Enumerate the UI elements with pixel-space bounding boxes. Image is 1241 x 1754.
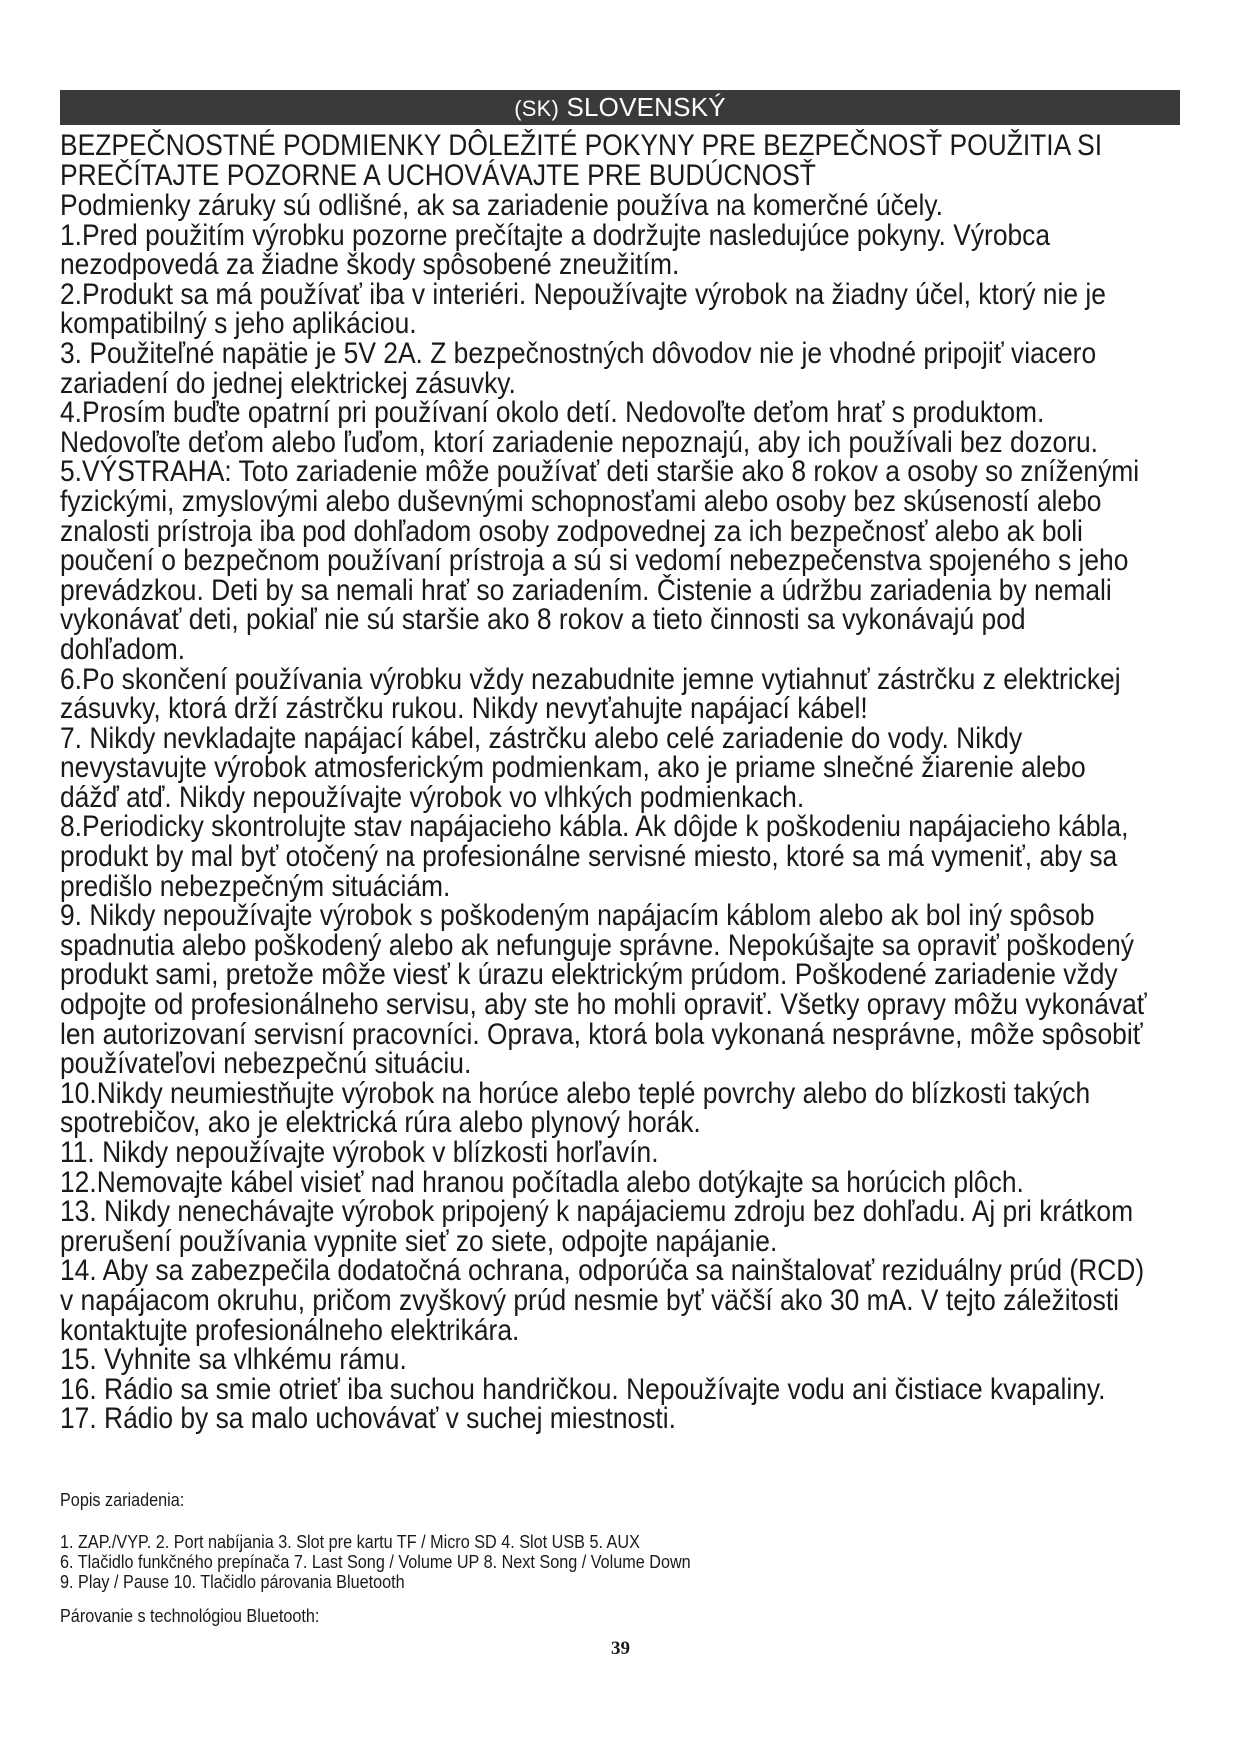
instruction-line: 6.Po skončení používania výrobku vždy nezabudnite jemne vytiahnuť zástrčku z elektrickej <box>60 662 1121 696</box>
instruction-line: 13. Nikdy nenechávajte výrobok pripojený k napájaciemu zdroju bez dohľadu. Aj pri krátkom <box>60 1195 1134 1229</box>
instruction-line: používateľovi nebezpečnú situáciu. <box>60 1047 472 1081</box>
bluetooth-pairing-heading <box>60 1606 1068 1626</box>
instruction-line: dohľadom. <box>60 632 186 666</box>
instruction-paragraph <box>60 812 1178 901</box>
device-description-heading <box>60 1490 1068 1510</box>
instruction-line: len autorizovaní servisní pracovníci. Oprava, ktorá bola vykonaná nesprávne, môže spôsobiť <box>60 1017 1143 1051</box>
instruction-line: 17. Rádio by sa malo uchovávať v suchej miestnosti. <box>60 1402 676 1436</box>
language-name: SLOVENSKÝ <box>566 92 726 122</box>
instruction-paragraph <box>60 218 1178 282</box>
instruction-paragraph <box>60 721 1178 814</box>
instruction-line: 9. Nikdy nepoužívajte výrobok s poškodeným napájacím káblom alebo ak bol iný spôsob <box>60 899 1095 933</box>
instruction-paragraph <box>60 1138 1178 1168</box>
instruction-line: znalosti prístroja iba pod dohľadom osoby zodpovednej za ich bezpečnosť alebo ak boli <box>60 514 1083 548</box>
instruction-paragraph <box>60 457 1178 664</box>
document-page <box>60 90 1180 1434</box>
instruction-paragraph <box>60 1345 1178 1375</box>
parts-list-line: 9. Play / Pause 10. Tlačidlo párovania Bluetooth <box>60 1572 405 1592</box>
device-parts-list <box>60 1532 1068 1592</box>
instruction-paragraph <box>60 336 1178 400</box>
instruction-line: vykonávať deti, pokiaľ nie sú staršie ako 8 rokov a tieto činnosti sa vykonávajú pod <box>60 603 1026 637</box>
instruction-line: 2.Produkt sa má používať iba v interiéri. Nepoužívajte výrobok na žiadny účel, ktorý nie je <box>60 277 1106 311</box>
instruction-paragraph <box>60 191 1178 221</box>
instruction-paragraph <box>60 901 1178 1079</box>
instruction-line: dážď atď. Nikdy nepoužívajte výrobok vo vlhkých podmienkach. <box>60 780 805 814</box>
instruction-line: 4.Prosím buďte opatrní pri používaní okolo detí. Nedovoľte deťom hrať s produktom. <box>60 396 1045 430</box>
instruction-paragraph <box>60 1197 1178 1256</box>
instruction-line: odpojte od profesionálneho servisu, aby ste ho mohli opraviť. Všetky opravy môžu vykonávať <box>60 988 1147 1022</box>
instruction-paragraph <box>60 1404 1178 1434</box>
instruction-line: 10.Nikdy neumiestňujte výrobok na horúce alebo teplé povrchy alebo do blízkosti takých <box>60 1076 1091 1110</box>
safety-title-line: PREČÍTAJTE POZORNE A UCHOVÁVAJTE PRE BUDÚCNOSŤ <box>60 159 816 192</box>
language-code: (SK) <box>514 96 560 121</box>
instruction-line: 1.Pred použitím výrobku pozorne prečítajte a dodržujte nasledujúce pokyny. Výrobca <box>60 218 1051 252</box>
instruction-paragraph <box>60 1256 1178 1345</box>
instruction-line: produkt sami, pretože môže viesť k úrazu elektrickým prúdom. Poškodené zariadenie vždy <box>60 958 1118 992</box>
instruction-line: Nedovoľte deťom alebo ľuďom, ktorí zariadenie nepoznajú, aby ich používali bez dozoru. <box>60 425 1099 459</box>
parts-list-line: 1. ZAP./VYP. 2. Port nabíjania 3. Slot pre kartu TF / Micro SD 4. Slot USB 5. AUX <box>60 1532 640 1552</box>
instruction-line: kontaktujte profesionálneho elektrikára. <box>60 1313 520 1347</box>
instruction-line: v napájacom okruhu, pričom zvyškový prúd nesmie byť väčší ako 30 mA. V tejto záležitosti <box>60 1283 1120 1317</box>
instruction-line: produkt by mal byť otočený na profesionálne servisné miesto, ktoré sa má vymeniť, aby sa <box>60 840 1118 874</box>
safety-title <box>60 131 1178 191</box>
instruction-line: 15. Vyhnite sa vlhkému rámu. <box>60 1343 407 1377</box>
instruction-paragraph <box>60 662 1178 726</box>
instruction-line: 12.Nemovajte kábel visieť nad hranou počítadla alebo dotýkajte sa horúcich plôch. <box>60 1165 1024 1199</box>
instruction-line: prerušení používania vypnite sieť zo siete, odpojte napájanie. <box>60 1224 778 1258</box>
instruction-line: predišlo nebezpečným situáciám. <box>60 869 451 903</box>
safety-title-line: BEZPEČNOSTNÉ PODMIENKY DÔLEŽITÉ POKYNY PRE BEZPEČNOSŤ POUŽITIA SI <box>60 129 1103 162</box>
instruction-line: 8.Periodicky skontrolujte stav napájacieho kábla. Ak dôjde k poškodeniu napájacieho kábla, <box>60 810 1129 844</box>
instruction-paragraph <box>60 1165 1178 1199</box>
instruction-paragraph <box>60 1372 1178 1406</box>
language-header-bar <box>60 90 1180 125</box>
instruction-line: 11. Nikdy nepoužívajte výrobok v blízkosti horľavín. <box>60 1136 659 1169</box>
instruction-line: zariadení do jednej elektrickej zásuvky. <box>60 366 516 400</box>
instruction-line: 14. Aby sa zabezpečila dodatočná ochrana, odporúča sa nainštalovať reziduálny prúd (RCD) <box>60 1254 1145 1288</box>
instruction-paragraph <box>60 277 1178 341</box>
instruction-line: 16. Rádio sa smie otrieť iba suchou handričkou. Nepoužívajte vodu ani čistiace kvapaliny. <box>60 1372 1106 1406</box>
page-number: 39 <box>611 1638 630 1659</box>
bluetooth-pairing-heading-text: Párovanie s technológiou Bluetooth: <box>60 1606 320 1626</box>
instruction-line: Podmienky záruky sú odlišné, ak sa zariadenie používa na komerčné účely. <box>60 189 943 222</box>
instruction-line: 7. Nikdy nevkladajte napájací kábel, zástrčku alebo celé zariadenie do vody. Nikdy <box>60 721 1023 755</box>
instruction-line: kompatibilný s jeho aplikáciou. <box>60 307 417 341</box>
instruction-line: fyzickými, zmyslovými alebo duševnými schopnosťami alebo osoby bez skúseností alebo <box>60 484 1102 518</box>
parts-list-line: 6. Tlačidlo funkčného prepínača 7. Last Song / Volume UP 8. Next Song / Volume Down <box>60 1552 691 1572</box>
instruction-line: spotrebičov, ako je elektrická rúra alebo plynový horák. <box>60 1106 701 1140</box>
instruction-line: 5.VÝSTRAHA: Toto zariadenie môže používať deti staršie ako 8 rokov a osoby so zníženými <box>60 455 1140 489</box>
device-description-heading-text: Popis zariadenia: <box>60 1490 185 1510</box>
instruction-line: spadnutia alebo poškodený alebo ak nefunguje správne. Nepokúšajte sa opraviť poškodený <box>60 928 1134 962</box>
instruction-line: poučení o bezpečnom používaní prístroja a sú si vedomí nebezpečenstva spojeného s jeho <box>60 544 1129 578</box>
instruction-line: prevádzkou. Deti by sa nemali hrať so zariadením. Čistenie a údržbu zariadenia by nemali <box>60 573 1112 607</box>
instruction-line: nezodpovedá za žiadne škody spôsobené zneužitím. <box>60 248 680 282</box>
instruction-line: zásuvky, ktorá drží zástrčku rukou. Nikdy nevyťahujte napájací kábel! <box>60 692 868 726</box>
instruction-line: 3. Použiteľné napätie je 5V 2A. Z bezpečnostných dôvodov nie je vhodné pripojiť viacero <box>60 336 1097 370</box>
instruction-line: nevystavujte výrobok atmosferickým podmienkam, ako je priame slnečné žiarenie alebo <box>60 751 1086 785</box>
instruction-paragraph <box>60 398 1178 457</box>
instruction-paragraph <box>60 1076 1178 1140</box>
safety-instructions <box>60 191 1178 1434</box>
